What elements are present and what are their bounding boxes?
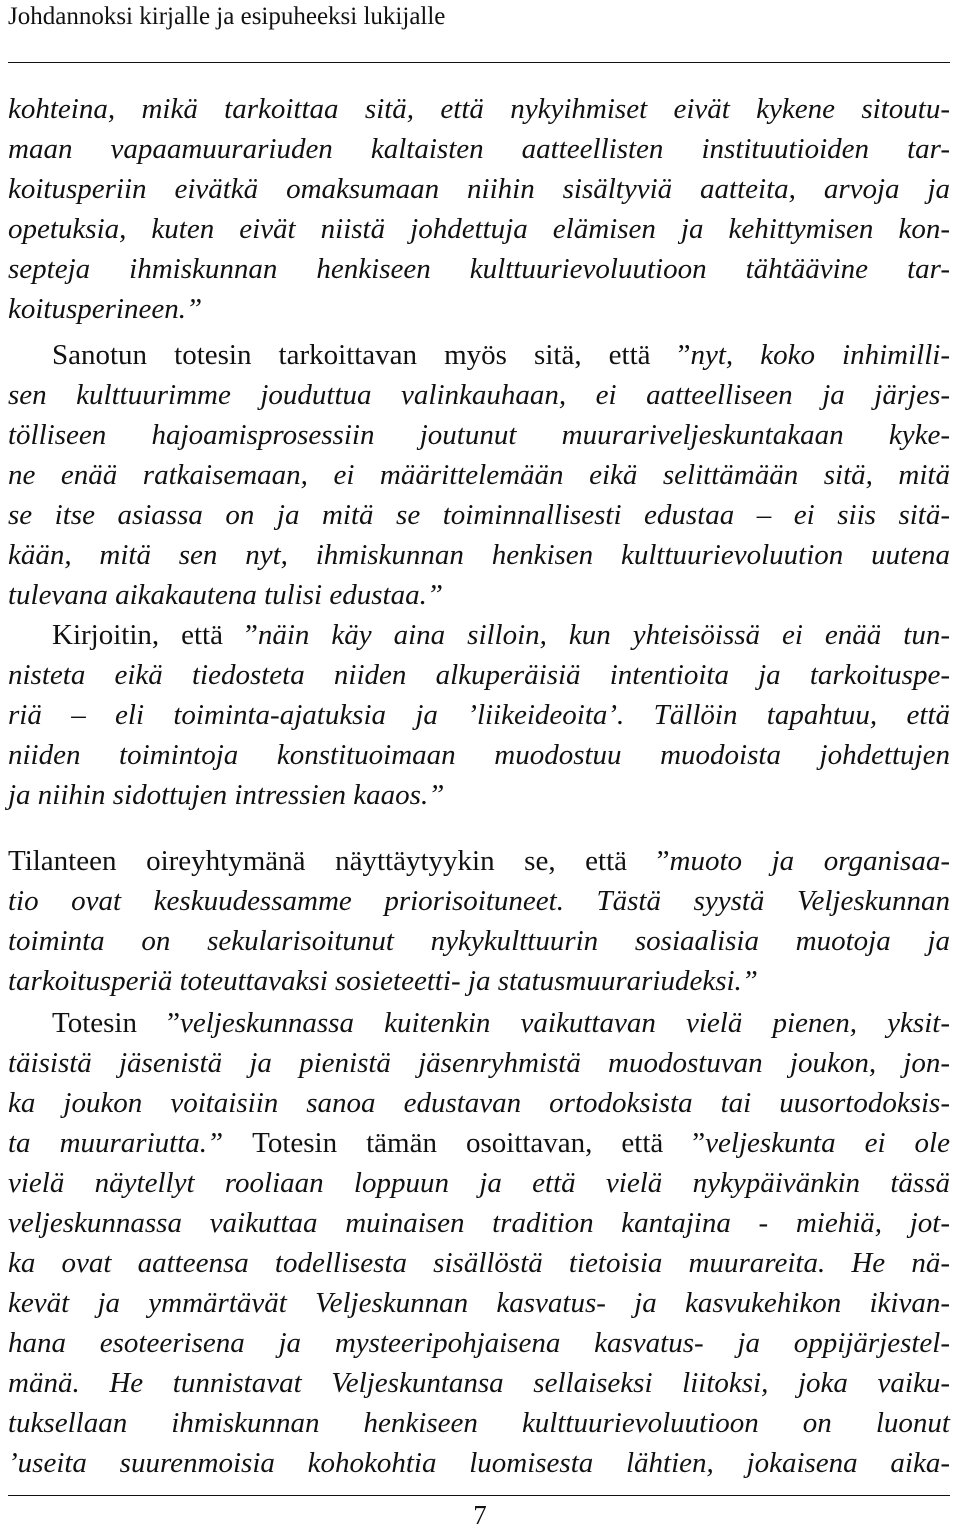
text-line bbox=[8, 962, 950, 1000]
text-line bbox=[8, 1204, 950, 1242]
text-line bbox=[8, 922, 950, 960]
italic-text-segment: sen kulttuurimme jouduttua valinkauhaan, ei aatteelliseen ja järjes- bbox=[8, 379, 950, 411]
italic-text-segment: mänä. He tunnistavat Veljeskuntansa sellaiseksi liitoksi, joka vaiku- bbox=[8, 1367, 950, 1399]
text-line bbox=[8, 576, 950, 614]
text-line bbox=[8, 1084, 950, 1122]
italic-text-segment: näin käy aina silloin, kun yhteisöissä ei enää tun- bbox=[257, 619, 950, 651]
text-segment: Sanotun totesin tarkoittavan myös sitä, että ” bbox=[52, 339, 691, 371]
text-line bbox=[8, 496, 950, 534]
text-line bbox=[8, 736, 950, 774]
text-line bbox=[8, 1244, 950, 1282]
italic-text-segment: ta muurariutta.” bbox=[8, 1127, 253, 1159]
text-line bbox=[8, 290, 950, 328]
running-header: Johdannoksi kirjalle ja esipuheeksi lukijalle bbox=[8, 3, 446, 30]
text-line bbox=[8, 1164, 950, 1202]
text-line bbox=[8, 130, 950, 168]
text-segment: Totesin ” bbox=[52, 1007, 180, 1039]
italic-text-segment: kohteina, mikä tarkoittaa sitä, että nykyihmiset eivät kykene sitoutu- bbox=[8, 93, 950, 125]
text-line bbox=[8, 882, 950, 920]
text-line bbox=[52, 1004, 950, 1042]
text-line bbox=[8, 656, 950, 694]
text-line bbox=[8, 376, 950, 414]
italic-text-segment: ja niihin sidottujen intressien kaaos.” bbox=[8, 779, 445, 811]
text-segment: Tilanteen oireyhtymänä näyttäytyykin se, että ” bbox=[8, 845, 670, 877]
italic-text-segment: niiden toimintoja konstituoimaan muodostuu muodoista johdettujen bbox=[8, 739, 950, 771]
text-line bbox=[8, 776, 950, 814]
italic-text-segment: maan vapaamuurariuden kaltaisten aatteellisten instituutioiden tar- bbox=[8, 133, 950, 165]
italic-text-segment: veljeskunnassa vaikuttaa muinaisen tradition kantajina - miehiä, jot- bbox=[8, 1207, 950, 1239]
italic-text-segment: veljeskunnassa kuitenkin vaikuttavan vielä pienen, yksit- bbox=[179, 1007, 950, 1039]
italic-text-segment: tio ovat keskuudessamme priorisoituneet. Tästä syystä Veljeskunnan bbox=[8, 885, 950, 917]
text-line bbox=[8, 1124, 950, 1162]
text-line bbox=[8, 696, 950, 734]
text-line bbox=[8, 1444, 950, 1482]
text-line bbox=[8, 1044, 950, 1082]
footer-rule bbox=[8, 1495, 950, 1496]
italic-text-segment: opetuksia, kuten eivät niistä johdettuja elämisen ja kehittymisen kon- bbox=[8, 213, 950, 245]
italic-text-segment: kevät ja ymmärtävät Veljeskunnan kasvatus- ja kasvukehikon ikivan- bbox=[8, 1287, 950, 1319]
text-segment: Totesin tämän osoittavan, että ” bbox=[252, 1127, 706, 1159]
text-line bbox=[8, 536, 950, 574]
italic-text-segment: tulevana aikakautena tulisi edustaa.” bbox=[8, 579, 443, 611]
text-line bbox=[8, 456, 950, 494]
italic-text-segment: toiminta on sekularisoitunut nykykulttuurin sosiaalisia muotoja ja bbox=[8, 925, 950, 957]
text-line bbox=[52, 616, 950, 654]
header-rule bbox=[8, 62, 950, 63]
page-number: 7 bbox=[473, 1500, 487, 1530]
text-line bbox=[8, 416, 950, 454]
italic-text-segment: tarkoitusperiä toteuttavaksi sosieteetti- ja statusmuurariudeksi.” bbox=[8, 965, 758, 997]
text-segment: Kirjoitin, että ” bbox=[52, 619, 258, 651]
italic-text-segment: vielä näytellyt rooliaan loppuun ja että vielä nykypäivänkin tässä bbox=[8, 1167, 950, 1199]
text-line bbox=[8, 1364, 950, 1402]
text-line bbox=[8, 210, 950, 248]
italic-text-segment: ne enää ratkaisemaan, ei määrittelemään eikä selittämään sitä, mitä bbox=[8, 459, 950, 491]
text-line bbox=[8, 842, 950, 880]
italic-text-segment: koitusperiin eivätkä omaksumaan niihin sisältyviä aatteita, arvoja ja bbox=[8, 173, 950, 205]
italic-text-segment: septeja ihmiskunnan henkiseen kulttuurievoluutioon tähtäävine tar- bbox=[8, 253, 950, 285]
italic-text-segment: ka joukon voitaisiin sanoa edustavan ortodoksista tai uusortodoksis- bbox=[8, 1087, 950, 1119]
italic-text-segment: tölliseen hajoamisprosessiin joutunut muurariveljeskuntakaan kyke- bbox=[8, 419, 950, 451]
italic-text-segment: kään, mitä sen nyt, ihmiskunnan henkisen kulttuurievoluution uutena bbox=[8, 539, 950, 571]
italic-text-segment: muoto ja organisaa- bbox=[669, 845, 950, 877]
italic-text-segment: ka ovat aatteensa todellisesta sisällöstä tietoisia muurareita. He nä- bbox=[8, 1247, 950, 1279]
italic-text-segment: riä – eli toiminta-ajatuksia ja ’liikeideoita’. Tällöin tapahtuu, että bbox=[8, 699, 950, 731]
italic-text-segment: täisistä jäsenistä ja pienistä jäsenryhmistä muodostuvan joukon, jon- bbox=[8, 1047, 950, 1079]
text-line bbox=[8, 1284, 950, 1322]
italic-text-segment: nyt, koko inhimilli- bbox=[690, 339, 950, 371]
italic-text-segment: hana esoteerisena ja mysteeripohjaisena kasvatus- ja oppijärjestel- bbox=[8, 1327, 950, 1359]
text-line bbox=[8, 90, 950, 128]
text-line bbox=[8, 170, 950, 208]
italic-text-segment: se itse asiassa on ja mitä se toiminnallisesti edustaa – ei siis sitä- bbox=[8, 499, 950, 531]
italic-text-segment: koitusperineen.” bbox=[8, 293, 203, 325]
text-line bbox=[8, 250, 950, 288]
italic-text-segment: ’useita suurenmoisia kohokohtia luomisesta lähtien, jokaisena aika- bbox=[8, 1447, 950, 1479]
text-line bbox=[8, 1404, 950, 1442]
text-line bbox=[52, 336, 950, 374]
text-line bbox=[8, 1324, 950, 1362]
italic-text-segment: nisteta eikä tiedosteta niiden alkuperäisiä intentioita ja tarkoituspe- bbox=[8, 659, 950, 691]
italic-text-segment: tuksellaan ihmiskunnan henkiseen kulttuurievoluutioon on luonut bbox=[8, 1407, 950, 1439]
italic-text-segment: veljeskunta ei ole bbox=[705, 1127, 950, 1159]
